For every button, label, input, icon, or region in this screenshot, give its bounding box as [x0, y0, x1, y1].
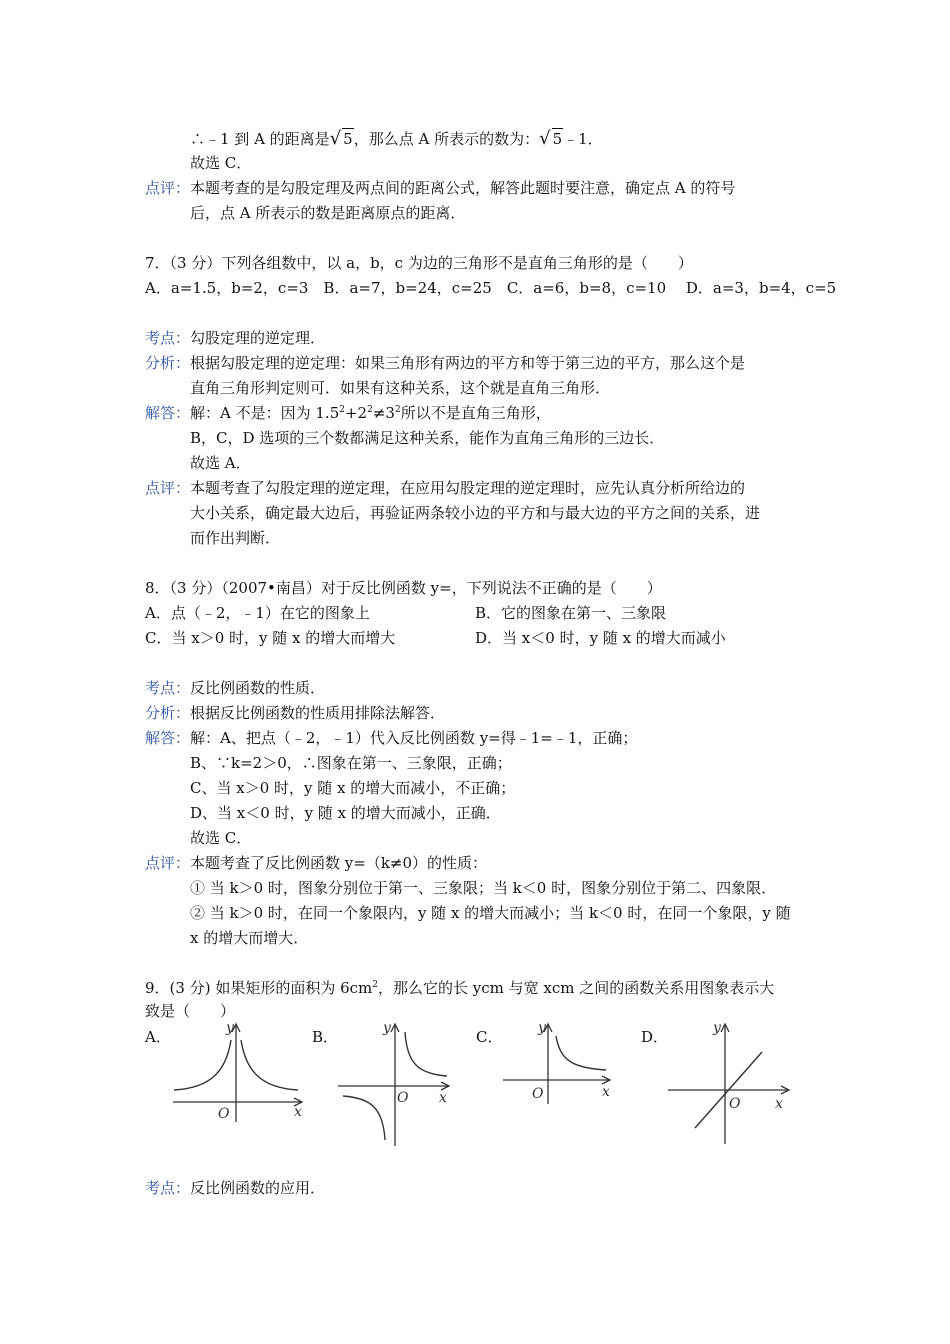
origin-label: O [532, 1086, 544, 1102]
sqrt-5: √ 5 [329, 128, 353, 149]
q9-stem-1: 9．(3 分) 如果矩形的面积为 $6cm^2$，那么它的长 ycm 与宽 xcm 之间的函数关系用图象表示大 [145, 979, 775, 997]
curve-right [241, 1040, 298, 1090]
q8-pingjia-1: 点评：本题考查了反比例函数 y=（k≠0）的性质： [145, 854, 488, 872]
origin-label: O [218, 1106, 230, 1122]
q9-option-d-label: D． [641, 1028, 669, 1046]
q7-options: A．a=1.5，b=2，c=3 B．a=7，b=24，c=25 C．a=6，b=8，c=10 D．a=3，b=4，c=5 [145, 279, 837, 297]
curve-q3 [343, 1096, 385, 1140]
x-label: x [775, 1096, 783, 1112]
q8-stem: 8．（3 分）（2007•南昌）对于反比例函数 y=，下列说法不正确的是（ ） [145, 579, 662, 597]
y-label: y [383, 1020, 391, 1036]
comment-label: 点评： [145, 179, 191, 197]
q7-jieda-3: 故选 A． [190, 454, 251, 472]
q9-kaodian: 考点：反比例函数的应用． [145, 1179, 326, 1197]
q8-option-d: D．当 x＜0 时，y 随 x 的增大而减小 [475, 629, 726, 647]
q8-fenxi: 分析：根据反比例函数的性质用排除法解答． [145, 704, 446, 722]
q8-jieda-5: 故选 C． [190, 829, 252, 847]
q8-option-a: A．点（﹣2，﹣1）在它的图象上 [145, 604, 370, 622]
q7-fenxi-1: 分析：根据勾股定理的逆定理：如果三角形有两边的平方和等于第三边的平方，那么这个是 [145, 354, 746, 372]
q8-option-c: C．当 x＞0 时，y 随 x 的增大而增大 [145, 629, 396, 647]
q9-option-c-label: C． [476, 1028, 503, 1046]
origin-label: O [729, 1096, 741, 1112]
q8-pingjia-2: ① 当 k＞0 时，图象分别位于第一、三象限；当 k＜0 时，图象分别位于第二、四象限． [190, 879, 777, 897]
y-label: y [713, 1020, 721, 1036]
q8-pingjia-3: ② 当 k＞0 时，在同一个象限内，y 随 x 的增大而减小；当 k＜0 时，在同一个象限，y 随 [190, 904, 791, 922]
x-label: x [602, 1084, 610, 1100]
q7-pingjia-3: 而作出判断． [190, 529, 281, 547]
q9-stem-2: 致是（ ） [145, 1002, 236, 1020]
y-label: y [226, 1020, 234, 1036]
curve-q1 [405, 1032, 447, 1076]
q6-choice: 故选 C． [190, 154, 252, 172]
y-label: y [538, 1020, 546, 1036]
q7-pingjia-1: 点评：本题考查了勾股定理的逆定理，在应用勾股定理的逆定理时，应先认真分析所给边的 [145, 479, 746, 497]
q9-graph-c [500, 1018, 625, 1108]
q9-graph-a [170, 1018, 310, 1128]
q7-pingjia-2: 大小关系，确定最大边后，再验证两条较小边的平方和与最大边的平方之间的关系，进 [190, 504, 761, 522]
q7-fenxi-2: 直角三角形判定则可．如果有这种关系，这个就是直角三角形． [190, 379, 611, 397]
q8-jieda-3: C、当 x＞0 时，y 随 x 的增大而减小，不正确； [190, 779, 516, 797]
q9-option-a-label: A． [145, 1028, 171, 1046]
q7-jieda-2: B，C，D 选项的三个数都满足这种关系，能作为直角三角形的三边长． [190, 429, 665, 447]
x-label: x [439, 1090, 447, 1106]
curve-left [174, 1040, 231, 1090]
q6-comment-2: 后，点 A 所表示的数是距离原点的距离． [190, 204, 466, 222]
q8-kaodian: 考点：反比例函数的性质． [145, 679, 326, 697]
q7-kaodian: 考点：勾股定理的逆定理． [145, 329, 326, 347]
q9-graph-d [665, 1018, 795, 1148]
q8-jieda-4: D、当 x＜0 时，y 随 x 的增大而减小，正确． [190, 804, 501, 822]
x-label: x [294, 1104, 302, 1120]
q8-jieda-1: 解答：解：A、把点（﹣2，﹣1）代入反比例函数 y=得﹣1=﹣1，正确； [145, 729, 638, 747]
q8-option-b: B．它的图象在第一、三象限 [475, 604, 667, 622]
q8-jieda-2: B、∵k=2＞0，∴图象在第一、三象限，正确； [190, 754, 512, 772]
q9-option-b-label: B． [312, 1028, 339, 1046]
origin-label: O [397, 1090, 409, 1106]
q7-stem: 7．（3 分）下列各组数中，以 a，b，c 为边的三角形不是直角三角形的是（ ） [145, 254, 693, 272]
curve-q1 [556, 1036, 606, 1070]
q8-pingjia-4: x 的增大而增大． [190, 929, 309, 947]
q9-graph-b [335, 1018, 475, 1148]
q6-conclusion: ∴﹣1 到 A 的距离是√ 5，那么点 A 所表示的数为：√ 5﹣1． [190, 128, 603, 149]
q7-jieda-1: 解答：解：A 不是：因为 $1.5^2+2^2\ne 3^2$所以不是直角三角形， [145, 404, 551, 422]
sqrt-5-answer: √ 5 [539, 128, 563, 149]
q6-comment-1: 点评：本题考查的是勾股定理及两点间的距离公式，解答此题时要注意，确定点 A 的符号 [145, 179, 736, 197]
